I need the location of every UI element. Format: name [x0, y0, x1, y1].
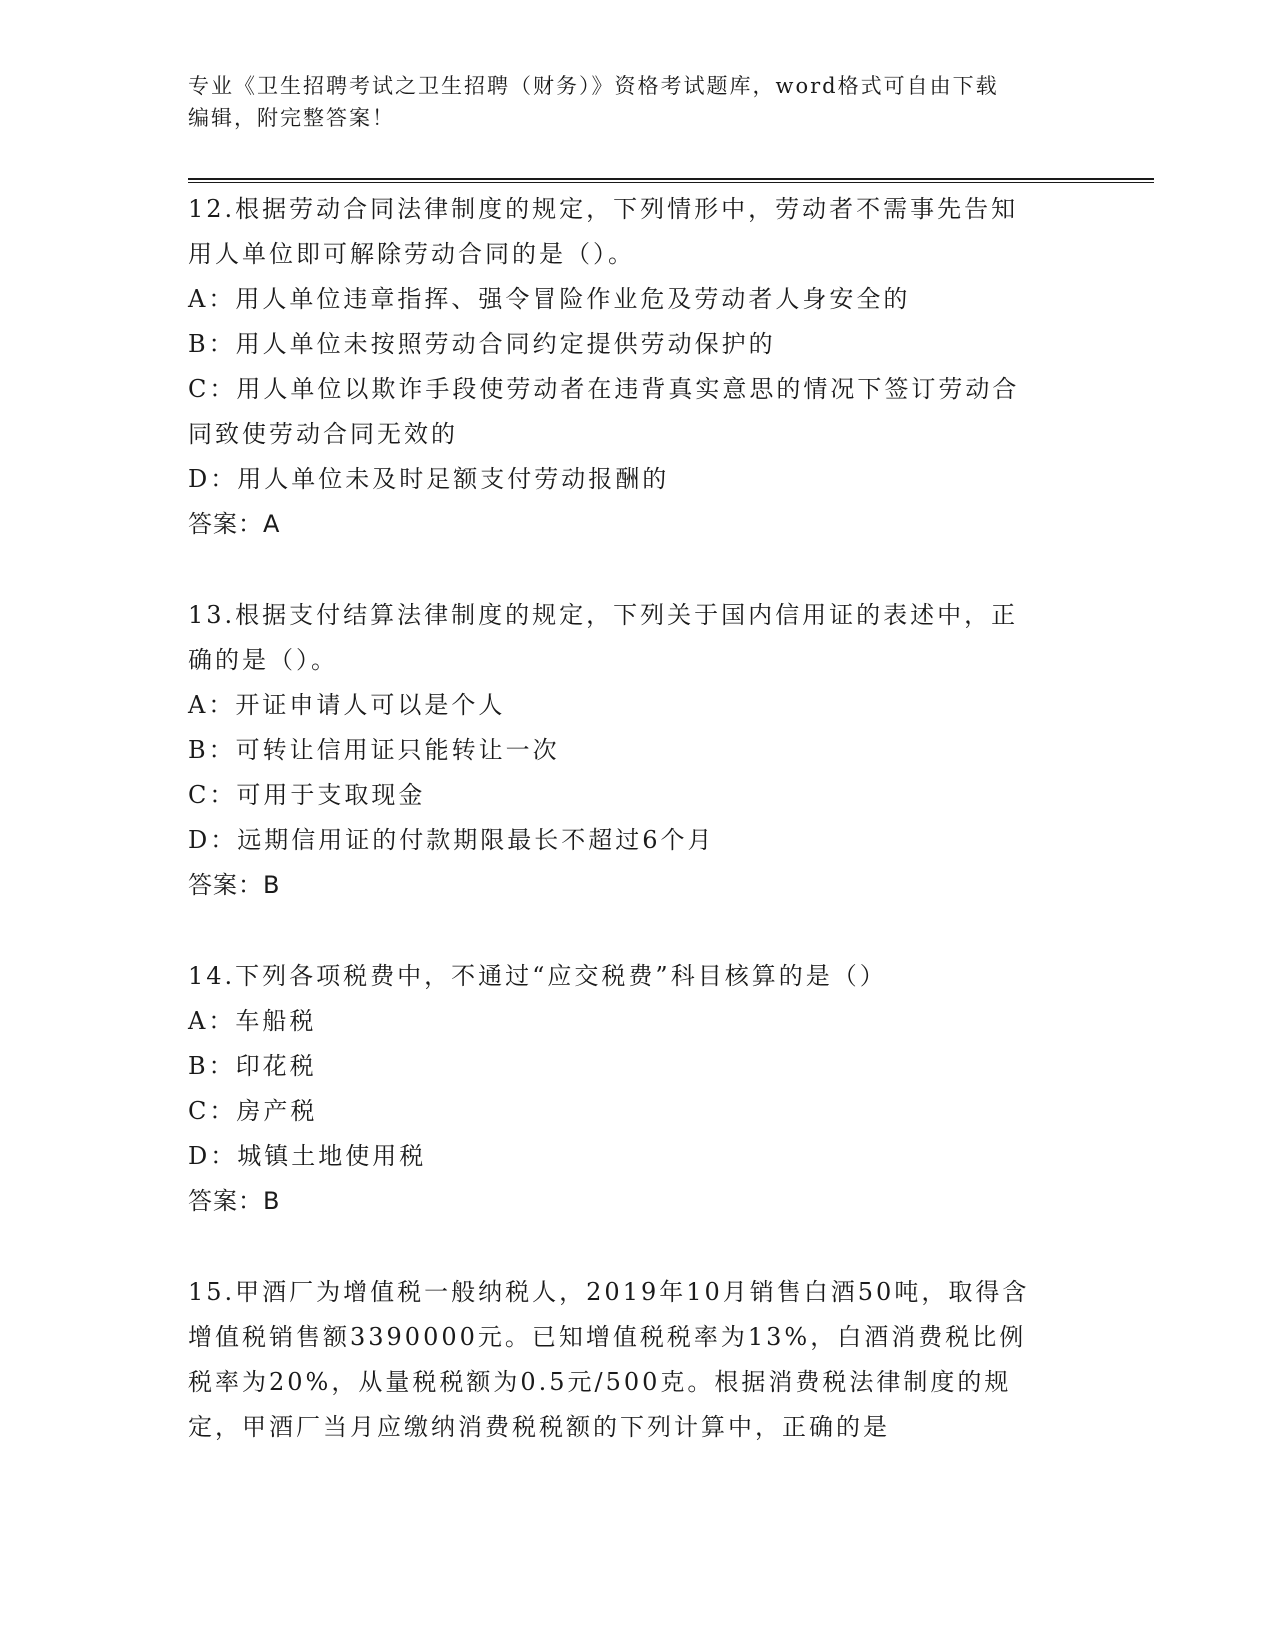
- answer-option: 同致使劳动合同无效的: [188, 420, 458, 448]
- answer-option: D：城镇土地使用税: [188, 1142, 427, 1170]
- document-header: [188, 70, 1088, 134]
- question-item: [188, 187, 1088, 547]
- answer-option: B：印花税: [188, 1052, 317, 1080]
- answer-option: A：开证申请人可以是个人: [188, 691, 506, 719]
- answer-option: C：用人单位以欺诈手段使劳动者在违背真实意思的情况下签订劳动合: [188, 375, 1020, 403]
- question-text-line: 确的是（）。: [188, 646, 338, 674]
- question-text-line: 税率为20%，从量税税额为0.5元/500克。根据消费税法律制度的规: [188, 1368, 1012, 1396]
- question-text-line: 15.甲酒厂为增值税一般纳税人，2019年10月销售白酒50吨，取得含: [188, 1278, 1030, 1306]
- header-divider-thin: [188, 182, 1154, 183]
- answer-option: C：房产税: [188, 1097, 318, 1125]
- answer-option: D：远期信用证的付款期限最长不超过6个月: [188, 826, 715, 854]
- question-text-line: 12.根据劳动合同法律制度的规定，下列情形中，劳动者不需事先告知: [188, 195, 1019, 223]
- question-spacer: [188, 547, 1088, 593]
- answer-key: 答案：B: [188, 1187, 281, 1215]
- question-list: [188, 187, 1088, 1450]
- answer-option: C：可用于支取现金: [188, 781, 426, 809]
- header-line-1: 专业《卫生招聘考试之卫生招聘（财务）》资格考试题库，word格式可自由下载: [188, 74, 999, 98]
- question-text-line: 用人单位即可解除劳动合同的是（）。: [188, 240, 635, 268]
- question-spacer: [188, 908, 1088, 954]
- answer-key: 答案：A: [188, 510, 281, 538]
- answer-option: B：用人单位未按照劳动合同约定提供劳动保护的: [188, 330, 776, 358]
- answer-option: A：用人单位违章指挥、强令冒险作业危及劳动者人身安全的: [188, 285, 911, 313]
- answer-option: B：可转让信用证只能转让一次: [188, 736, 560, 764]
- question-spacer: [188, 1224, 1088, 1270]
- question-item: [188, 593, 1088, 908]
- question-item: [188, 954, 1088, 1224]
- question-text-line: 13.根据支付结算法律制度的规定，下列关于国内信用证的表述中，正: [188, 601, 1019, 629]
- question-text-line: 增值税销售额3390000元。已知增值税税率为13%，白酒消费税比例: [188, 1323, 1027, 1351]
- header-divider-thick: [188, 178, 1154, 180]
- question-text-line: 定，甲酒厂当月应缴纳消费税税额的下列计算中，正确的是: [188, 1413, 890, 1441]
- answer-option: D：用人单位未及时足额支付劳动报酬的: [188, 465, 670, 493]
- answer-option: A：车船税: [188, 1007, 317, 1035]
- question-text-line: 14.下列各项税费中，不通过“应交税费”科目核算的是（）: [188, 962, 887, 990]
- question-item: [188, 1270, 1088, 1450]
- header-line-2: 编辑，附完整答案！: [188, 106, 395, 130]
- answer-key: 答案：B: [188, 871, 281, 899]
